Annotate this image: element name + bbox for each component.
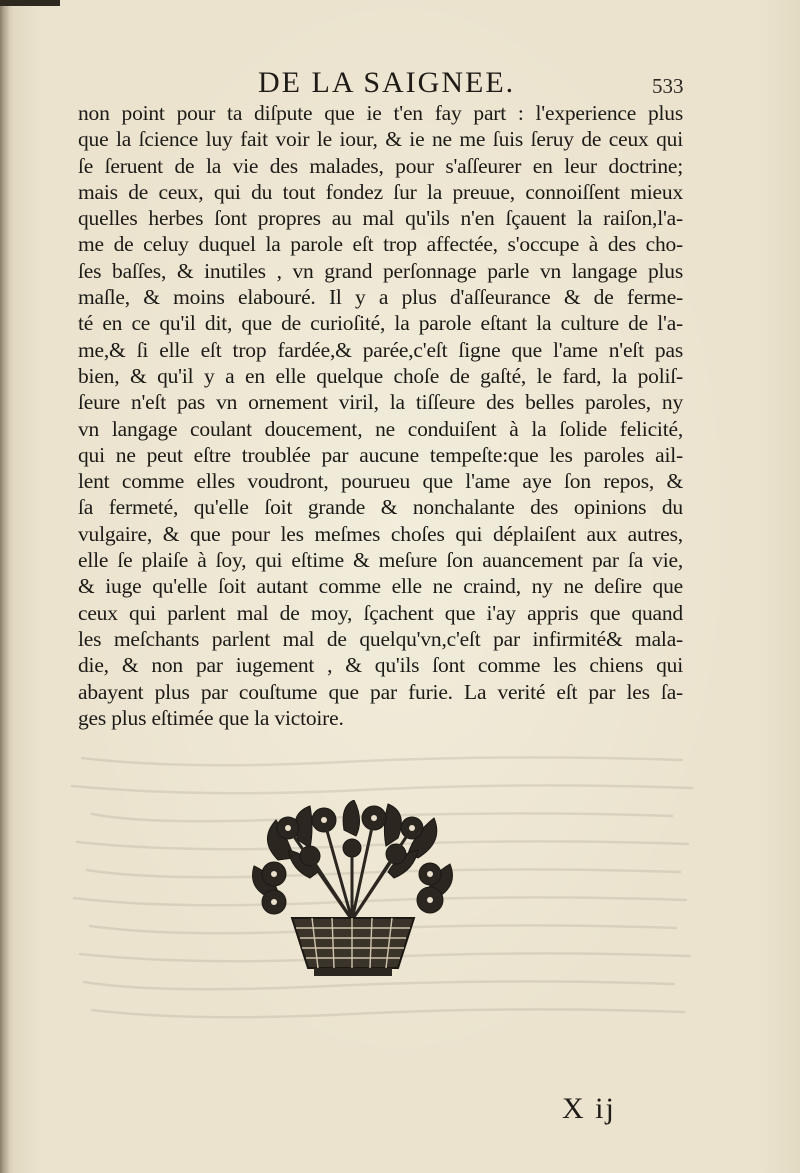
text-line: qui ne peut eſtre troublée par aucune tempeſte:que les paroles ail-	[78, 442, 683, 467]
text-line: les meſchants parlent mal de quelqu'vn,c'eſt par infirmité& mala-	[78, 626, 683, 651]
text-line: lent comme elles voudront, pourueu que l'ame aye ſon repos, &	[78, 469, 683, 494]
text-line: mais de ceux, qui du tout fondez ſur la preuue, connoiſſent mieux	[78, 179, 683, 204]
page-corner-shadow	[0, 0, 60, 6]
body-text	[78, 100, 683, 731]
text-line: die, & non par iugement , & qu'ils ſont comme les chiens qui	[78, 653, 683, 678]
text-line: vn langage coulant doucement, ne conduiſent à la ſolide felicité,	[78, 416, 683, 441]
flower-basket-woodcut-icon	[248, 800, 458, 980]
text-line: me,& ſi elle eſt trop fardée,& parée,c'eſt ſigne que l'ame n'eſt pas	[78, 337, 683, 362]
text-line: & iuge qu'elle ſoit autant comme elle ne craind, ny ne deſire que	[78, 574, 683, 599]
text-line: que la ſcience luy fait voir le iour, & ie ne me ſuis ſeruy de ceux qui	[78, 127, 683, 152]
signature-mark: X ij	[562, 1092, 616, 1125]
text-line: ſe ſeruent de la vie des malades, pour s'aſſeurer en leur doctrine;	[78, 153, 683, 178]
text-line: ſeure n'eſt pas vn ornement viril, la tiſſeure des belles paroles, ny	[78, 390, 683, 415]
text-line: ſes baſſes, & inutiles , vn grand perſonnage parle vn langage plus	[78, 258, 683, 283]
text-line: quelles herbes ſont propres au mal qu'ils n'en ſçauent la raiſon,l'a-	[78, 206, 683, 231]
text-line: vulgaire, & que pour les meſmes choſes qui déplaiſent aux autres,	[78, 521, 683, 546]
page-number: 533	[652, 74, 684, 98]
text-line: abayent plus par couſtume que par furie. La verité eſt par les ſa-	[78, 679, 683, 704]
running-head: DE LA SAIGNEE.	[258, 66, 516, 99]
text-line: me de celuy duquel la parole eſt trop affectée, s'occupe à des cho-	[78, 232, 683, 257]
text-line: bien, & qu'il y a en elle quelque choſe de gaſté, le fard, la poliſ-	[78, 363, 683, 388]
text-line: ges plus eſtimée que la victoire.	[78, 705, 344, 730]
text-line: maſle, & moins elabouré. Il y a plus d'aſſeurance & de ferme-	[78, 285, 683, 310]
text-line: ceux qui parlent mal de moy, ſçachent que i'ay appris que quand	[78, 600, 683, 625]
text-line: non point pour ta diſpute que ie t'en fay part : l'experience plus	[78, 101, 683, 125]
text-line: elle ſe plaiſe à ſoy, qui eſtime & meſure ſon auancement par ſa vie,	[78, 548, 683, 573]
text-line: té en ce qu'il dit, que de curioſité, la parole eſtant la culture de l'a-	[78, 311, 683, 336]
page-header	[0, 62, 800, 102]
binding-edge	[0, 0, 10, 1173]
flower-basket-icon	[248, 800, 458, 980]
text-line: ſa fermeté, qu'elle ſoit grande & nonchalante des opinions du	[78, 495, 683, 520]
